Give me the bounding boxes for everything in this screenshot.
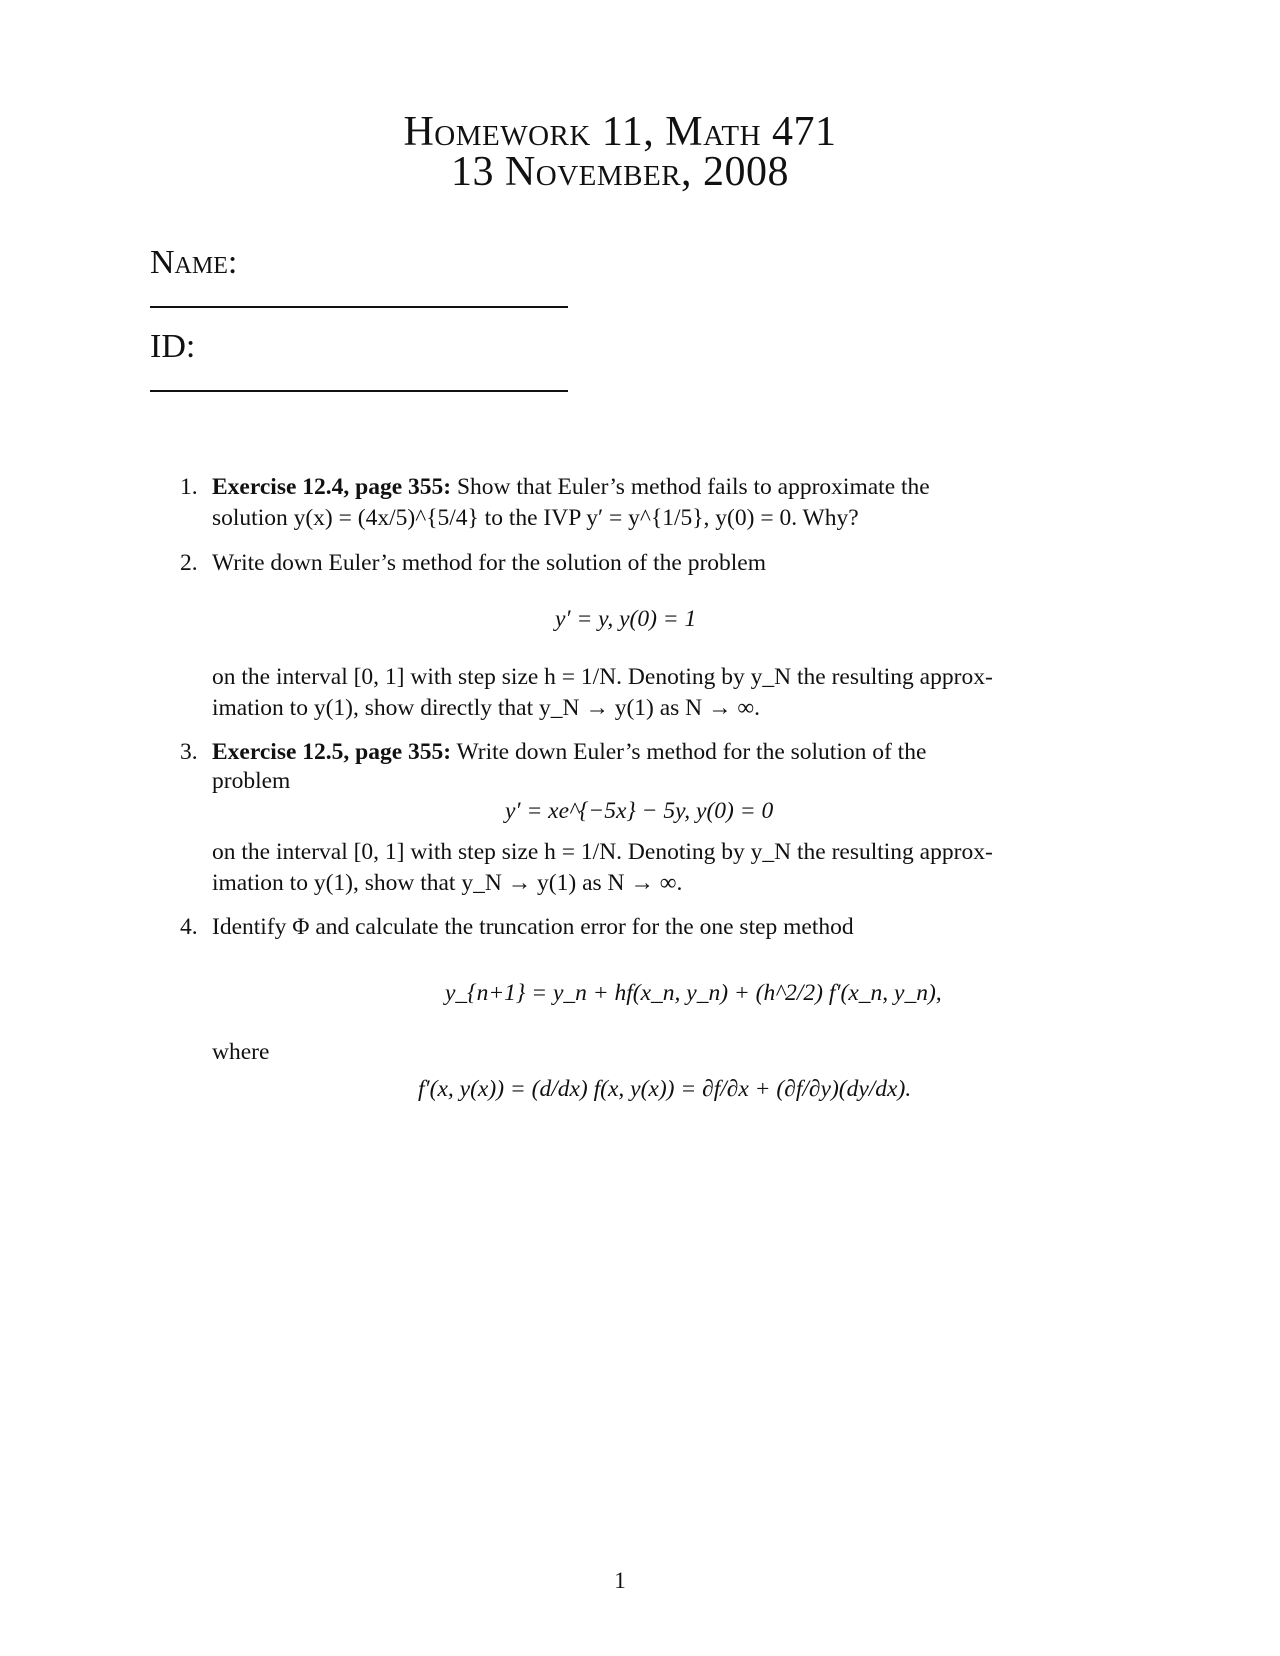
problem-2-number: 2. xyxy=(180,550,198,576)
name-label: Name: xyxy=(150,244,238,281)
problem-2-line-3: imation to y(1), show directly that y_N → y(1) as N → ∞. xyxy=(212,695,761,721)
problem-3-line-3: imation to y(1), show that y_N → y(1) as N → ∞. xyxy=(212,870,683,896)
problem-1-line-2: solution y(x) = (4x/5)^{5/4} to the IVP y′ = y^{1/5}, y(0) = 0. Why? xyxy=(212,505,859,531)
problem-4-equation-2: f′(x, y(x)) = (d/dx) f(x, y(x)) = ∂f/∂x + (∂f/∂y)(dy/dx). xyxy=(418,1076,912,1102)
problem-3-lead: Exercise 12.5, page 355: xyxy=(212,739,452,765)
problem-3-number: 3. xyxy=(180,739,198,765)
document-title: Homework 11, Math 471 xyxy=(403,109,837,155)
problem-2-equation: y′ = y, y(0) = 1 xyxy=(555,606,697,632)
problem-4-where: where xyxy=(212,1039,270,1065)
problem-2-line-1: Write down Euler’s method for the solution of the problem xyxy=(212,550,767,576)
problem-3-line-2: on the interval [0, 1] with step size h = 1/N. Denoting by y_N the resulting approx- xyxy=(212,839,993,865)
problem-4-number: 4. xyxy=(180,914,198,940)
problem-3-line-1b: problem xyxy=(212,768,291,794)
page-number: 1 xyxy=(614,1568,626,1593)
document-date: 13 November, 2008 xyxy=(450,149,790,195)
problem-3-equation: y′ = xe^{−5x} − 5y, y(0) = 0 xyxy=(505,798,774,824)
problem-1-text-1: Show that Euler’s method fails to approximate the xyxy=(451,474,930,500)
id-blank-line xyxy=(150,390,568,392)
problem-3-line-1 xyxy=(212,737,926,768)
problem-3-text-1: Write down Euler’s method for the solution of the xyxy=(451,739,927,765)
problem-1-number: 1. xyxy=(180,474,198,500)
id-label: ID: xyxy=(150,328,196,365)
problem-1-lead: Exercise 12.4, page 355: xyxy=(212,474,452,500)
problem-2-line-2: on the interval [0, 1] with step size h = 1/N. Denoting by y_N the resulting approx- xyxy=(212,664,993,690)
name-blank-line xyxy=(150,306,568,308)
problem-1-line-1 xyxy=(212,472,930,503)
problem-4-line-1: Identify Φ and calculate the truncation error for the one step method xyxy=(212,914,854,940)
problem-4-equation-1: y_{n+1} = y_n + hf(x_n, y_n) + (h^2/2) f′(x_n, y_n), xyxy=(445,980,942,1006)
